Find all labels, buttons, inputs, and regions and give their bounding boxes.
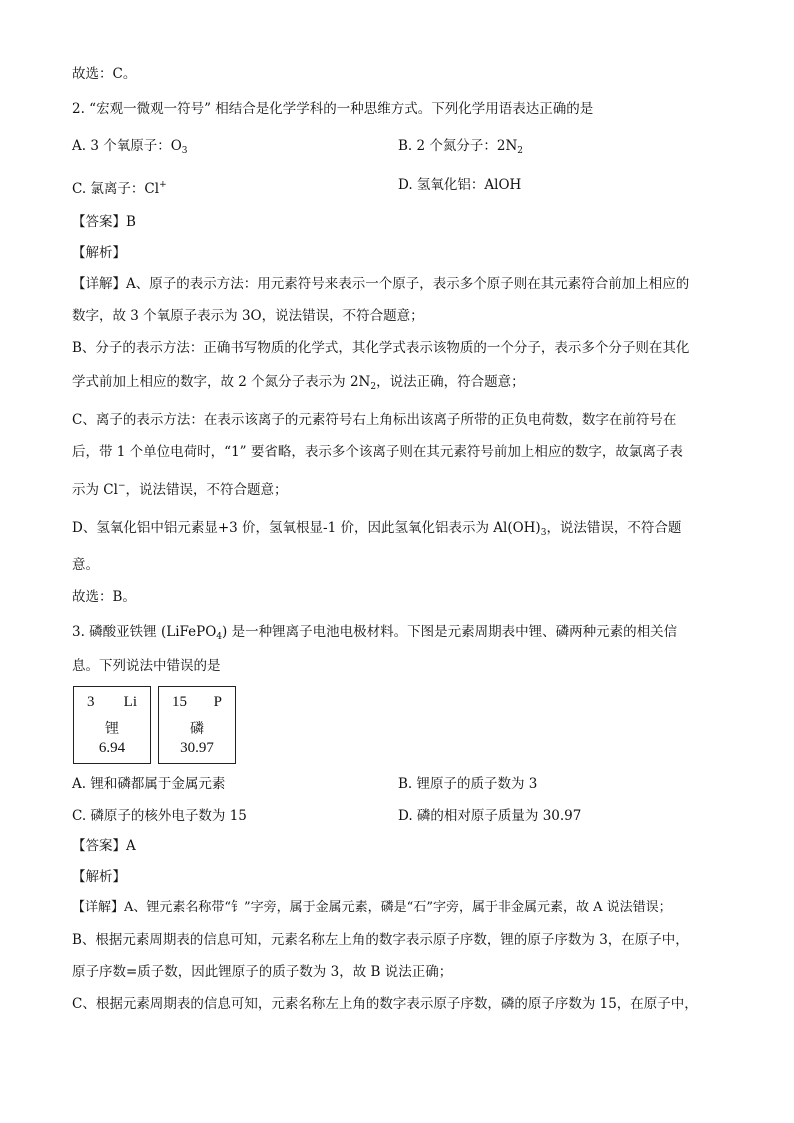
q3-detail-line: B、根据元素周期表的信息可知，元素名称左上角的数字表示原子序数，锂的原子序数为 3，在原子中， [72, 932, 689, 948]
q2-detail-line: D、氢氧化铝中铝元素显+3 价，氢氧根显-1 价，因此氢氧化铝表示为 $Al(OH)_3$，说法错误，不符合题 [72, 520, 682, 538]
q3-option-a: A. 锂和磷都属于金属元素 [72, 776, 226, 792]
element-symbol: Li [123, 694, 137, 710]
question-3-stem: 3. 磷酸亚铁锂 (LiFePO$_4$) 是一种锂离子电池电极材料。下图是元素周期表中锂、磷两种元素的相关信 [72, 624, 678, 642]
q2-detail-line: 学式前加上相应的数字，故 2 个氮分子表示为 $2N_2$，说法正确，符合题意； [72, 374, 525, 392]
q2-option-c: C. 氯离子：Cl+ [72, 180, 167, 197]
q2-detail-line: C、离子的表示方法：在表示该离子的元素符号右上角标出该离子所带的正负电荷数，数字在前符号在 [72, 412, 677, 428]
element-name: 锂 [105, 721, 119, 737]
q2-option-b: B. 2 个氮分子：$2N_2$ [398, 138, 524, 156]
q3-detail-line: 原子序数=质子数，因此锂原子的质子数为 3，故 B 说法正确； [72, 964, 453, 980]
q3-analysis-heading: 【解析】 [72, 869, 126, 885]
q3-option-d: D. 磷的相对原子质量为 30.97 [398, 808, 582, 824]
q2-analysis-heading: 【解析】 [72, 245, 126, 261]
element-symbol: P [213, 694, 222, 710]
question-3-stem: 息。下列说法中错误的是 [72, 658, 221, 674]
q2-detail-line: 意。 [72, 557, 99, 573]
q2-detail-line: B、分子的表示方法：正确书写物质的化学式，其化学式表示该物质的一个分子，表示多个分子则在其化 [72, 340, 690, 356]
q2-choice: 故选：B。 [72, 589, 136, 605]
q2-detail-line: 后，带 1 个单位电荷时，“1” 要省略，表示多个该离子则在其元素符号前加上相应的数字，故氯离子表 [72, 444, 683, 460]
q2-detail-line: 数字，故 3 个氧原子表示为 3O，说法错误，不符合题意； [72, 308, 424, 324]
element-card-lithium [77, 690, 147, 760]
q2-answer: 【答案】B [72, 214, 136, 230]
q3-option-b: B. 锂原子的质子数为 3 [398, 776, 538, 792]
previous-choice: 故选：C。 [72, 66, 137, 82]
element-name: 磷 [190, 721, 204, 737]
q3-detail-line: 【详解】A、锂元素名称带“钅”字旁，属于金属元素，磷是“石”字旁，属于非金属元素，故 A 说法错误； [72, 900, 672, 915]
q2-detail-line: 示为 Cl−，说法错误，不符合题意； [72, 481, 288, 498]
atomic-number: 15 [172, 694, 187, 710]
q3-answer: 【答案】A [72, 838, 136, 854]
atomic-mass: 6.94 [98, 740, 126, 756]
q2-option-d: D. 氢氧化铝：AlOH [398, 177, 522, 193]
question-2-stem: 2. “宏观一微观一符号” 相结合是化学学科的一种思维方式。下列化学用语表达正确的是 [72, 101, 594, 117]
atomic-number: 3 [87, 694, 95, 710]
q3-detail-line: C、根据元素周期表的信息可知，元素名称左上角的数字表示原子序数，磷的原子序数为 15，在原子中， [72, 996, 698, 1012]
q2-detail-line: 【详解】A、原子的表示方法：用元素符号来表示一个原子，表示多个原子则在其元素符合前加上相应的 [72, 276, 690, 292]
atomic-mass: 30.97 [180, 740, 214, 756]
q3-option-c: C. 磷原子的核外电子数为 15 [72, 808, 247, 824]
q2-option-a: A. 3 个氧原子：$O_3$ [72, 138, 188, 156]
element-card-phosphorus [162, 690, 232, 760]
